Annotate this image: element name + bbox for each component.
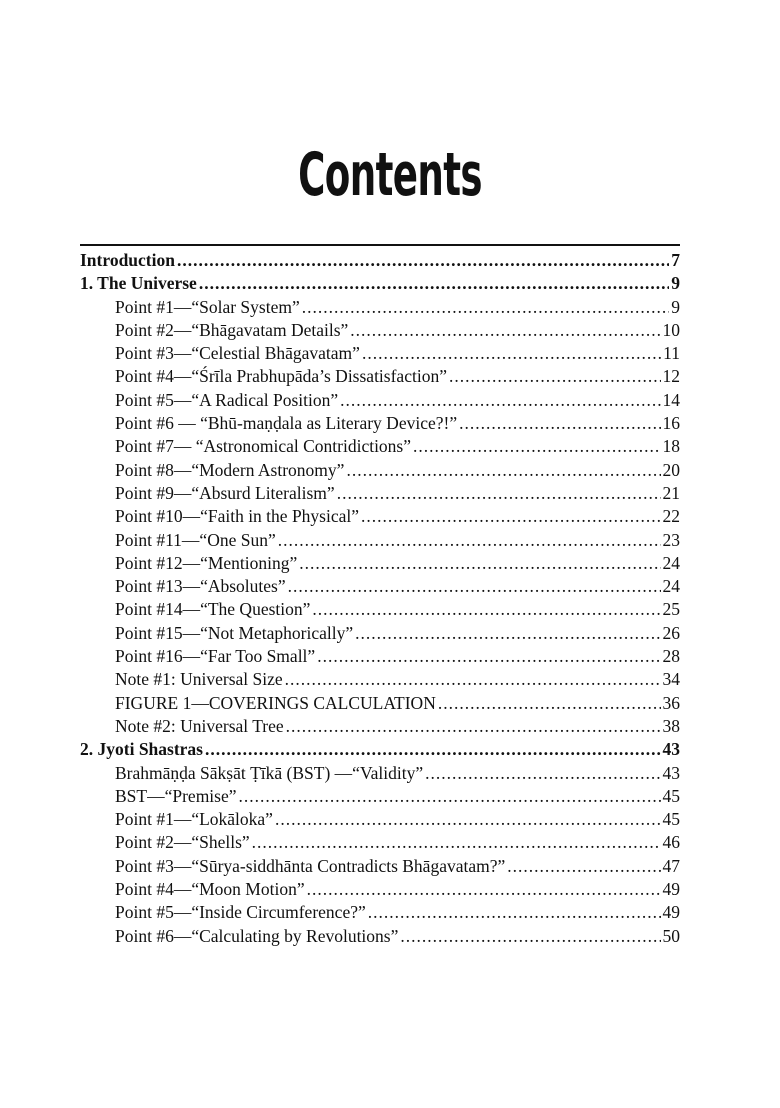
toc-entry-page-number: 16 [662, 413, 680, 434]
toc-entry-label: Brahmāṇḍa Sākṣāt Ṭīkā (BST) —“Validity” [115, 762, 424, 783]
toc-entry [80, 902, 680, 925]
dot-leader [413, 436, 660, 457]
toc-entry-page-number: 24 [662, 552, 680, 573]
toc-entry-page-number: 43 [662, 739, 680, 760]
toc-entry-label: Point #13—“Absolutes” [115, 576, 286, 597]
toc-entry [80, 693, 680, 716]
toc-entry [80, 716, 680, 739]
toc-entry [80, 832, 680, 855]
dot-leader [340, 390, 660, 411]
toc-entry-page-number: 38 [662, 715, 680, 736]
toc-entry [80, 460, 680, 483]
toc-entry [80, 576, 680, 599]
toc-entry-page-number: 7 [671, 250, 680, 270]
toc-entry [80, 599, 680, 622]
dot-leader [299, 553, 660, 574]
toc-entry [80, 530, 680, 553]
dot-leader [285, 669, 661, 690]
dot-leader [355, 623, 660, 644]
toc-entry-page-number: 25 [662, 599, 680, 620]
toc-entry-label: Point #6 — “Bhū-maṇḍala as Literary Device?!” [115, 413, 458, 434]
toc-entry-label: Point #1—“Lokāloka” [115, 809, 273, 830]
toc-entry-page-number: 9 [671, 296, 680, 317]
toc-entry [80, 506, 680, 529]
toc-entry-label: Note #2: Universal Tree [115, 715, 284, 736]
toc-entry [80, 320, 680, 343]
dot-leader [199, 273, 669, 294]
toc-entry-label: Point #4—“Moon Motion” [115, 879, 305, 900]
dot-leader [362, 343, 661, 364]
toc-entry-page-number: 36 [662, 692, 680, 713]
toc-entry [80, 646, 680, 669]
toc-entry [80, 436, 680, 459]
dot-leader [459, 413, 660, 434]
toc-entry-label: Point #14—“The Question” [115, 599, 311, 620]
toc-entry [80, 343, 680, 366]
toc-entry-label: BST—“Premise” [115, 785, 237, 806]
toc-entry-page-number: 9 [671, 273, 680, 294]
toc-entry-page-number: 10 [662, 319, 680, 340]
toc-chapter-entry [80, 250, 680, 273]
toc-entry-label: Point #8—“Modern Astronomy” [115, 459, 345, 480]
toc-entry-page-number: 18 [662, 436, 680, 457]
toc-entry-label: Point #5—“Inside Circumference?” [115, 902, 366, 923]
dot-leader [425, 763, 660, 784]
toc-entry-label: Point #11—“One Sun” [115, 529, 276, 550]
toc-entry [80, 366, 680, 389]
toc-entry [80, 669, 680, 692]
dot-leader [507, 856, 660, 877]
dot-leader [205, 739, 661, 760]
toc-entry [80, 390, 680, 413]
toc-entry-page-number: 20 [662, 459, 680, 480]
toc-entry-label: 1. The Universe [80, 273, 197, 294]
dot-leader [278, 530, 661, 551]
toc-entry [80, 856, 680, 879]
toc-chapter-entry [80, 739, 680, 762]
toc-entry [80, 623, 680, 646]
toc-entry-page-number: 43 [662, 762, 680, 783]
dot-leader [307, 879, 661, 900]
toc-entry [80, 553, 680, 576]
toc-entry-page-number: 22 [662, 506, 680, 527]
toc-entry [80, 763, 680, 786]
toc-entry-page-number: 34 [662, 669, 680, 690]
toc-entry-page-number: 24 [662, 576, 680, 597]
toc-entry-page-number: 50 [662, 925, 680, 946]
toc-entry-page-number: 49 [662, 902, 680, 923]
toc-entry-label: Point #16—“Far Too Small” [115, 646, 316, 667]
dot-leader [317, 646, 660, 667]
toc-entry-label: Point #7— “Astronomical Contridictions” [115, 436, 412, 457]
toc-entry-label: Point #2—“Bhāgavatam Details” [115, 319, 349, 340]
toc-entry-label: Note #1: Universal Size [115, 669, 283, 690]
toc-entry-label: Point #3—“Celestial Bhāgavatam” [115, 343, 360, 364]
toc-entry-page-number: 46 [662, 832, 680, 853]
dot-leader [449, 366, 661, 387]
toc-entry-label: FIGURE 1—COVERINGS CALCULATION [115, 692, 436, 713]
dot-leader [177, 250, 669, 271]
toc-entry-page-number: 45 [662, 785, 680, 806]
toc-entry-label: 2. Jyoti Shastras [80, 739, 203, 760]
toc-entry-label: Point #15—“Not Metaphorically” [115, 622, 354, 643]
toc-entry-label: Point #9—“Absurd Literalism” [115, 482, 335, 503]
toc-entry-page-number: 26 [662, 622, 680, 643]
toc-entry-label: Point #6—“Calculating by Revolutions” [115, 925, 399, 946]
dot-leader [286, 716, 661, 737]
toc-entry-label: Introduction [80, 250, 175, 270]
dot-leader [346, 460, 660, 481]
toc-entry-label: Point #2—“Shells” [115, 832, 250, 853]
dot-leader [302, 297, 670, 318]
toc-entry [80, 926, 680, 949]
toc-entry-page-number: 21 [662, 482, 680, 503]
toc-entry-page-number: 47 [662, 855, 680, 876]
dot-leader [288, 576, 661, 597]
toc-entry-page-number: 11 [663, 343, 680, 364]
toc-entry-label: Point #1—“Solar System” [115, 296, 300, 317]
dot-leader [361, 506, 660, 527]
dot-leader [312, 599, 660, 620]
toc-chapter-entry [80, 273, 680, 296]
page-title: Contents [298, 140, 482, 210]
toc-entry [80, 413, 680, 436]
dot-leader [368, 902, 661, 923]
toc-entry-page-number: 49 [662, 879, 680, 900]
dot-leader [337, 483, 661, 504]
dot-leader [438, 693, 661, 714]
dot-leader [400, 926, 660, 947]
toc-entry-page-number: 12 [662, 366, 680, 387]
toc-entry-label: Point #12—“Mentioning” [115, 552, 298, 573]
toc-entry-label: Point #4—“Śrīla Prabhupāda’s Dissatisfaction” [115, 366, 447, 387]
toc-entry [80, 297, 680, 320]
toc-entry-page-number: 14 [662, 389, 680, 410]
dot-leader [239, 786, 661, 807]
table-of-contents [80, 250, 680, 949]
toc-entry-page-number: 45 [662, 809, 680, 830]
toc-entry [80, 879, 680, 902]
dot-leader [275, 809, 661, 830]
toc-entry [80, 809, 680, 832]
toc-entry-label: Point #10—“Faith in the Physical” [115, 506, 360, 527]
dot-leader [252, 832, 661, 853]
title-divider [80, 244, 680, 246]
dot-leader [350, 320, 660, 341]
toc-entry-page-number: 28 [662, 646, 680, 667]
toc-entry [80, 483, 680, 506]
toc-entry-label: Point #5—“A Radical Position” [115, 389, 339, 410]
toc-entry-label: Point #3—“Sūrya-siddhānta Contradicts Bhāgavatam?” [115, 855, 506, 876]
toc-entry-page-number: 23 [662, 529, 680, 550]
toc-entry [80, 786, 680, 809]
